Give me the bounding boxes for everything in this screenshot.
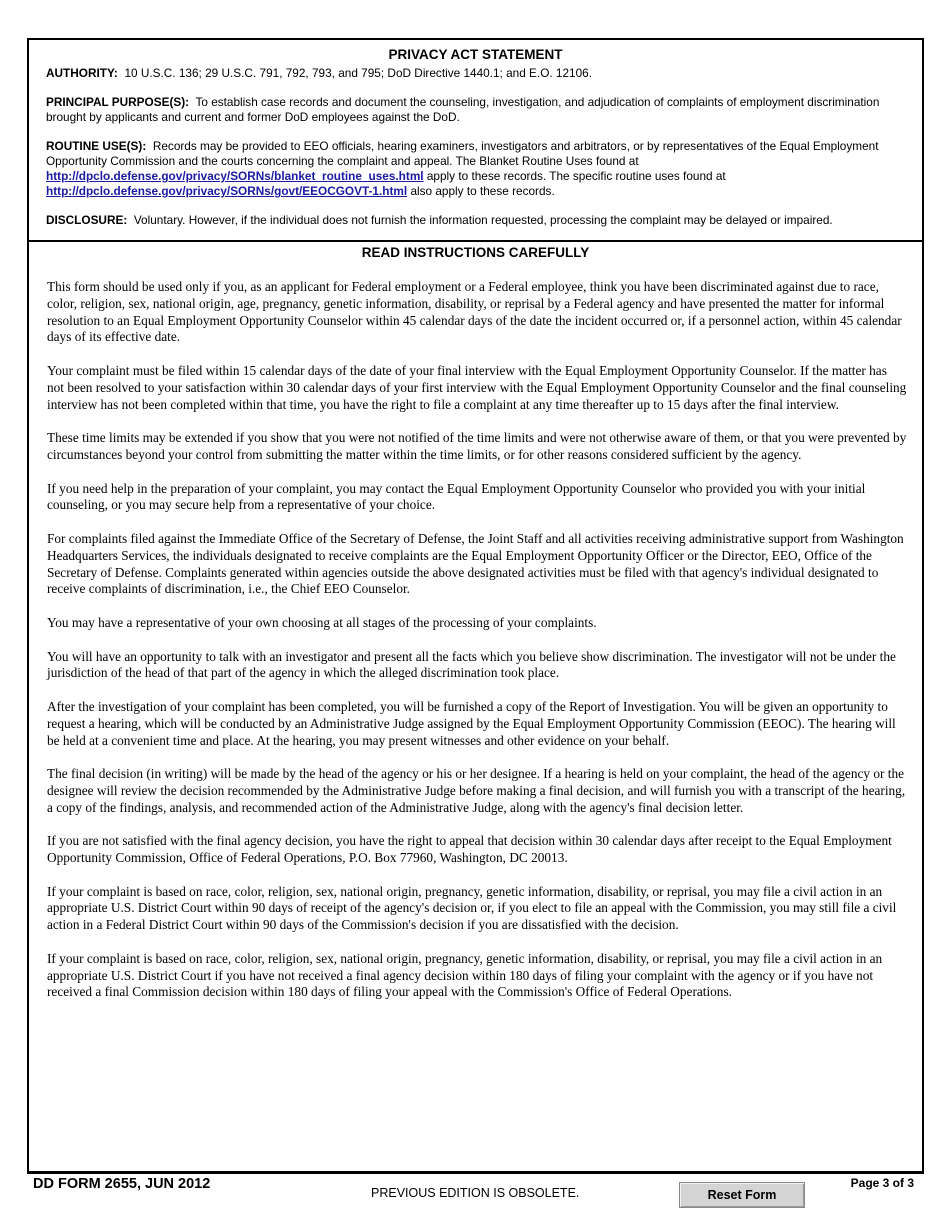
- disclosure-label: DISCLOSURE:: [46, 213, 128, 227]
- routine-label: ROUTINE USE(S):: [46, 139, 147, 153]
- obsolete-notice: PREVIOUS EDITION IS OBSOLETE.: [371, 1186, 580, 1200]
- instruction-paragraph: For complaints filed against the Immediate Office of the Secretary of Defense, the Joint Staff and all activities receiving administrative support from Washington Headquarters Services, the individuals designated to receive complaints are the Equal Employment Opportunity Officer or the Director, EEO, Office of the Secretary of Defense. Complaints generated within agencies outside the above designated activities must be filed with that agency's individual designated to receive complaints of discrimination, i.e., the Chief EEO Counselor.: [47, 530, 904, 597]
- reset-form-button[interactable]: Reset Form: [679, 1182, 805, 1208]
- blanket-routine-uses-link[interactable]: http://dpclo.defense.gov/privacy/SORNs/blanket_routine_uses.html: [46, 169, 424, 183]
- instruction-paragraph: If your complaint is based on race, color, religion, sex, national origin, pregnancy, genetic information, disability, or reprisal, you may file a civil action in an appropriate U.S. District Court within 90 days of receipt of the agency's decision or, if you elect to file an appeal with the Commission, you may still file a civil action in a Federal District Court within 90 days of the Commission's decision if you are dissatisfied with the decision.: [47, 883, 897, 933]
- instruction-paragraph: The final decision (in writing) will be made by the head of the agency or his or her designee. If a hearing is held on your complaint, the head of the agency or the designee will review the decision recommended by the Administrative Judge before making a final decision, and will furnish you with a transcript of the hearing, a copy of the findings, analysis, and recommended action of the Administrative Judge, along with the agency's final decision letter.: [47, 766, 906, 815]
- purpose-label: PRINCIPAL PURPOSE(S):: [46, 95, 190, 109]
- instruction-paragraph: If you need help in the preparation of your complaint, you may contact the Equal Employment Opportunity Counselor who provided you with your initial counseling, or you may secure help from a representative of your choice.: [47, 480, 866, 513]
- routine-use-section: [46, 139, 905, 199]
- instruction-paragraph: You may have a representative of your own choosing at all stages of the processing of your complaints.: [47, 614, 597, 630]
- purpose-text: To establish case records and document the counseling, investigation, and adjudication of complaints of employment discrimination brought by applicants and current and former DoD employees against the DoD.: [46, 95, 880, 124]
- authority-section: [46, 66, 905, 81]
- instruction-paragraph: If you are not satisfied with the final agency decision, you have the right to appeal that decision within 30 calendar days after receipt to the Equal Employment Opportunity Commission, Office of Federal Operations, P.O. Box 77960, Washington, DC 20013.: [47, 833, 892, 866]
- form-frame: [27, 38, 924, 1174]
- disclosure-text: Voluntary. However, if the individual does not furnish the information requested, processing the complaint may be delayed or impaired.: [133, 213, 833, 227]
- instruction-paragraph: These time limits may be extended if you show that you were not notified of the time limits and were not otherwise aware of them, or that you were prevented by circumstances beyond your control from submitting the matter within the time limits, or for other reasons considered sufficient by the agency.: [47, 430, 907, 462]
- authority-label: AUTHORITY:: [46, 66, 118, 80]
- instruction-paragraph: Your complaint must be filed within 15 calendar days of the date of your final interview with the Equal Employment Opportunity Counselor. If the matter has not been resolved to your satisfaction within 30 calendar days of your first interview with the Equal Employment Opportunity Counselor and the final counseling interview has not been completed within that time, you have the right to file a complaint at any time thereafter up to 15 days after the final interview.: [47, 362, 907, 412]
- routine-text-1: Records may be provided to EEO officials, hearing examiners, investigators and arbitrators, or by representatives of the Equal Employment Opportunity Commission and the courts concerning the complaint and appeal. The Blanket Routine Uses found at: [46, 139, 879, 168]
- authority-text: 10 U.S.C. 136; 29 U.S.C. 791, 792, 793, and 795; DoD Directive 1440.1; and E.O. 12106.: [124, 66, 593, 80]
- instructions-body: [47, 279, 907, 1018]
- form-identifier: DD FORM 2655, JUN 2012: [33, 1176, 211, 1192]
- instructions-title: READ INSTRUCTIONS CAREFULLY: [361, 245, 590, 260]
- privacy-title: PRIVACY ACT STATEMENT: [388, 47, 563, 62]
- routine-text-3: also apply to these records.: [410, 184, 555, 198]
- instruction-paragraph: You will have an opportunity to talk with an investigator and present all the facts which you believe show discrimination. The investigator will not be under the jurisdiction of the head of that part of the agency in which the alleged discrimination took place.: [47, 648, 896, 681]
- page-number: Page 3 of 3: [850, 1176, 914, 1190]
- routine-text-2: apply to these records. The specific routine uses found at: [426, 169, 726, 183]
- privacy-act-section: [29, 40, 922, 242]
- purpose-section: [46, 95, 905, 125]
- eeoc-govt-link[interactable]: http://dpclo.defense.gov/privacy/SORNs/govt/EEOCGOVT-1.html: [46, 184, 408, 198]
- disclosure-section: [46, 213, 905, 228]
- instruction-paragraph: After the investigation of your complaint has been completed, you will be furnished a copy of the Report of Investigation. You will be given an opportunity to request a hearing, which will be conducted by an Administrative Judge assigned by the Equal Employment Opportunity Commission (EEOC). The hearing will be held at a convenient time and place. At the hearing, you may present witnesses and other evidence on your behalf.: [47, 698, 896, 748]
- instruction-paragraph: If your complaint is based on race, color, religion, sex, national origin, pregnancy, genetic information, disability, or reprisal, you may file a civil action in an appropriate U.S. District Court if you have not received a final agency decision within 180 days of filing your complaint with the agency or if you have not received a final Commission decision within 180 days of filing your appeal with the Commission's Office of Federal Operations.: [47, 950, 883, 1000]
- instruction-paragraph: This form should be used only if you, as an applicant for Federal employment or a Federal employee, think you have been discriminated against due to race, color, religion, sex, national origin, age, pregnancy, genetic information, disability, or reprisal by a Federal agency and have presented the matter for informal resolution to an Equal Employment Opportunity Counselor within 45 calendar days of the date the incident occurred or, if a personnel action, within 45 calendar days of its effective date.: [47, 279, 902, 345]
